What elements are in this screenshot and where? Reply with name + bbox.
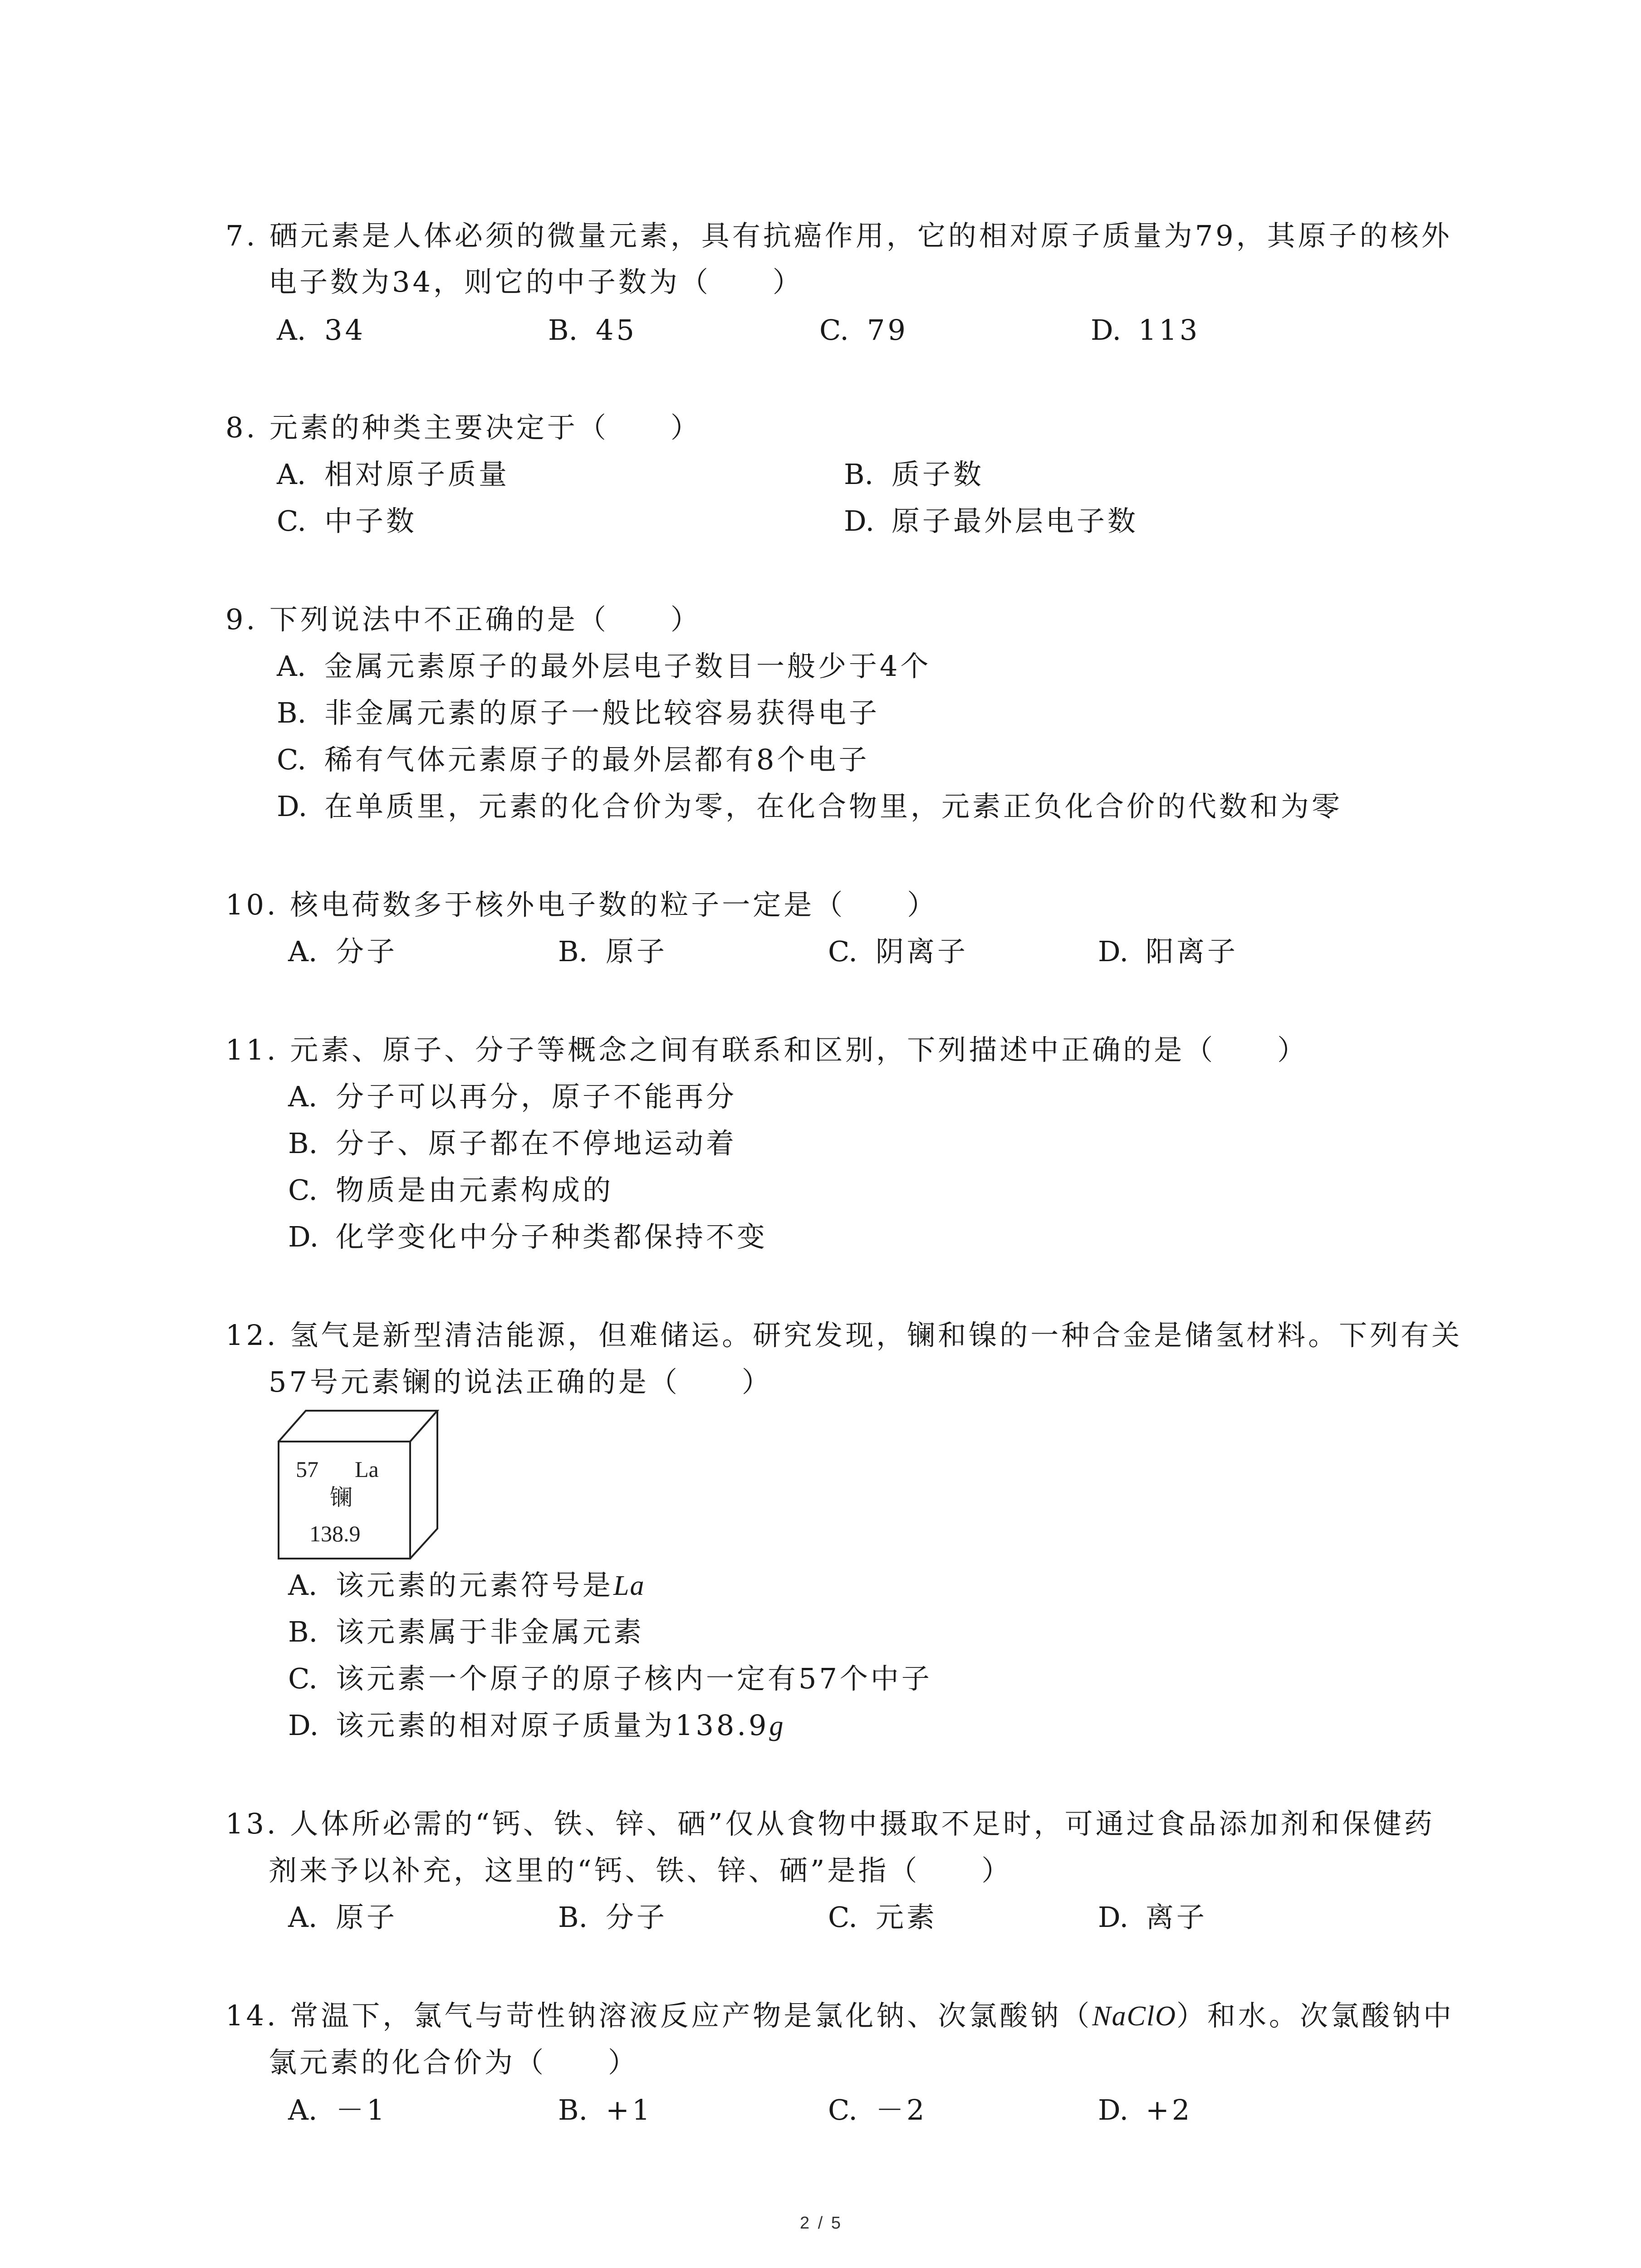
q12-option-d[interactable] xyxy=(288,1707,784,1744)
option-text: +2 xyxy=(1146,2093,1193,2126)
option-label: A. xyxy=(277,313,306,347)
option-label: B. xyxy=(288,1127,318,1160)
option-text: 分子 xyxy=(606,1901,668,1934)
option-label: B. xyxy=(548,313,578,347)
option-text: 阳离子 xyxy=(1146,935,1239,968)
q12-stem-line1: 12. 氢气是新型清洁能源，但难储运。研究发现，镧和镍的一种合金是储氢材料。下列有关 xyxy=(225,1319,1463,1352)
q10-option-c[interactable] xyxy=(828,934,968,970)
element-atomic-number: 57 xyxy=(296,1457,318,1482)
q9-option-d[interactable] xyxy=(277,788,1342,825)
option-text: 分子可以再分，原子不能再分 xyxy=(336,1080,737,1113)
option-label: D. xyxy=(277,790,308,823)
option-text: 金属元素原子的最外层电子数目一般少于4个 xyxy=(324,650,931,683)
option-label: D. xyxy=(844,504,875,538)
option-label: C. xyxy=(828,935,857,968)
q8-option-b[interactable] xyxy=(844,456,984,493)
option-label: D. xyxy=(1098,935,1129,968)
option-label: C. xyxy=(277,743,306,776)
option-label: A. xyxy=(288,1901,318,1934)
q7-option-c[interactable] xyxy=(819,312,908,348)
q14-stem-text-b: ）和水。次氯酸钠中 xyxy=(1176,1999,1455,2032)
element-card-lanthanum xyxy=(278,1410,450,1559)
option-label: B. xyxy=(288,1615,318,1648)
option-text: 79 xyxy=(867,313,908,347)
q7-option-a[interactable] xyxy=(277,312,366,348)
q14-stem-line1 xyxy=(225,1998,1454,2034)
q14-stem-line2: 氯元素的化合价为（ ） xyxy=(269,2046,639,2079)
q11-stem: 11. 元素、原子、分子等概念之间有联系和区别，下列描述中正确的是（ ） xyxy=(225,1033,1308,1066)
q10-option-a[interactable] xyxy=(288,934,397,970)
q14-stem-text-a: 14. 常温下，氯气与苛性钠溶液反应产物是氯化钠、次氯酸钠（ xyxy=(225,1999,1092,2032)
q9-stem: 9. 下列说法中不正确的是（ ） xyxy=(225,603,701,636)
option-label: A. xyxy=(288,1080,318,1113)
option-text: 物质是由元素构成的 xyxy=(336,1173,614,1207)
q9-option-c[interactable] xyxy=(277,742,869,778)
q8-option-d[interactable] xyxy=(844,503,1138,539)
option-text: 元素 xyxy=(876,1901,938,1934)
q7-stem-line1: 7. 硒元素是人体必须的微量元素，具有抗癌作用，它的相对原子质量为79，其原子的核外 xyxy=(225,219,1452,252)
option-text: －2 xyxy=(876,2093,927,2126)
option-text: 化学变化中分子种类都保持不变 xyxy=(336,1220,768,1253)
q7-option-d[interactable] xyxy=(1091,312,1200,348)
option-label: C. xyxy=(288,1173,318,1207)
option-text: 质子数 xyxy=(892,458,985,491)
q14-option-c[interactable] xyxy=(828,2092,927,2128)
option-text: 34 xyxy=(324,313,366,347)
option-label: D. xyxy=(288,1709,319,1742)
element-name: 镧 xyxy=(330,1484,353,1510)
option-label: B. xyxy=(844,458,874,491)
page-number: 2 / 5 xyxy=(800,2214,843,2233)
q13-stem-line1: 13. 人体所必需的“钙、铁、锌、硒”仅从食物中摄取不足时，可通过食品添加剂和保健药 xyxy=(225,1807,1435,1840)
q7-stem-line2: 电子数为34，则它的中子数为（ ） xyxy=(269,265,803,298)
option-label: C. xyxy=(828,2093,857,2126)
option-label: A. xyxy=(288,1569,318,1602)
q14-option-b[interactable] xyxy=(558,2092,652,2128)
option-text: 该元素的相对原子质量为138.9 xyxy=(336,1709,769,1742)
option-text: 113 xyxy=(1138,313,1200,347)
option-text: 原子 xyxy=(336,1901,398,1934)
option-label: A. xyxy=(288,2093,318,2126)
q7-option-b[interactable] xyxy=(548,312,637,348)
option-text: 在单质里，元素的化合价为零，在化合物里，元素正负化合价的代数和为零 xyxy=(324,790,1343,823)
option-italic-symbol: La xyxy=(613,1570,645,1601)
option-label: D. xyxy=(1098,2093,1129,2126)
q13-option-a[interactable] xyxy=(288,1899,397,1936)
q14-option-a[interactable] xyxy=(288,2092,387,2128)
option-text: 原子最外层电子数 xyxy=(892,504,1139,538)
q13-option-d[interactable] xyxy=(1098,1899,1207,1936)
q10-option-d[interactable] xyxy=(1098,934,1238,970)
option-text: 该元素属于非金属元素 xyxy=(336,1615,645,1648)
option-text: 非金属元素的原子一般比较容易获得电子 xyxy=(324,696,880,729)
option-label: C. xyxy=(819,313,849,347)
q13-stem-line2: 剂来予以补充，这里的“钙、铁、锌、硒”是指（ ） xyxy=(269,1854,1013,1887)
q9-option-a[interactable] xyxy=(277,648,931,684)
q10-stem: 10. 核电荷数多于核外电子数的粒子一定是（ ） xyxy=(225,888,938,921)
q11-option-b[interactable] xyxy=(288,1125,737,1162)
q14-option-d[interactable] xyxy=(1098,2092,1192,2128)
option-label: B. xyxy=(558,935,588,968)
q12-option-c[interactable] xyxy=(288,1661,932,1697)
option-text: 稀有气体元素原子的最外层都有8个电子 xyxy=(324,743,870,776)
q10-option-b[interactable] xyxy=(558,934,667,970)
q8-option-c[interactable] xyxy=(277,503,417,539)
option-label: A. xyxy=(277,458,306,491)
q12-stem-line2: 57号元素镧的说法正确的是（ ） xyxy=(269,1365,773,1398)
option-label: C. xyxy=(828,1901,857,1934)
option-text: 离子 xyxy=(1146,1901,1208,1934)
option-text: －1 xyxy=(336,2093,387,2126)
q11-option-c[interactable] xyxy=(288,1172,613,1208)
option-text: 该元素一个原子的原子核内一定有57个中子 xyxy=(336,1662,932,1695)
element-mass: 138.9 xyxy=(309,1521,361,1546)
q13-option-b[interactable] xyxy=(558,1899,667,1936)
option-text: 原子 xyxy=(606,935,668,968)
option-label: C. xyxy=(277,504,306,538)
option-label: D. xyxy=(1091,313,1122,347)
q9-option-b[interactable] xyxy=(277,695,880,731)
option-text: 相对原子质量 xyxy=(324,458,510,491)
option-label: B. xyxy=(558,2093,588,2126)
q8-option-a[interactable] xyxy=(277,456,509,493)
option-label: B. xyxy=(277,696,307,729)
option-label: D. xyxy=(1098,1901,1129,1934)
option-text: 45 xyxy=(596,313,637,347)
option-label: A. xyxy=(288,935,318,968)
option-italic-unit: g xyxy=(769,1711,784,1741)
option-text: 分子、原子都在不停地运动着 xyxy=(336,1127,737,1160)
q11-option-a[interactable] xyxy=(288,1079,737,1115)
q8-stem: 8. 元素的种类主要决定于（ ） xyxy=(225,411,701,444)
option-label: A. xyxy=(277,650,306,683)
q13-option-c[interactable] xyxy=(828,1899,937,1936)
q11-option-d[interactable] xyxy=(288,1219,768,1255)
option-label: C. xyxy=(288,1662,318,1695)
q12-option-a[interactable] xyxy=(288,1567,645,1604)
option-text: 阴离子 xyxy=(876,935,969,968)
element-symbol: La xyxy=(355,1457,379,1482)
q14-formula: NaClO xyxy=(1092,2001,1177,2032)
option-text: 该元素的元素符号是 xyxy=(336,1569,614,1602)
option-text: 中子数 xyxy=(324,504,417,538)
option-label: D. xyxy=(288,1220,319,1253)
option-text: +1 xyxy=(606,2093,653,2126)
q12-option-b[interactable] xyxy=(288,1614,644,1650)
element-card-box xyxy=(278,1410,450,1559)
option-text: 分子 xyxy=(336,935,398,968)
option-label: B. xyxy=(558,1901,588,1934)
